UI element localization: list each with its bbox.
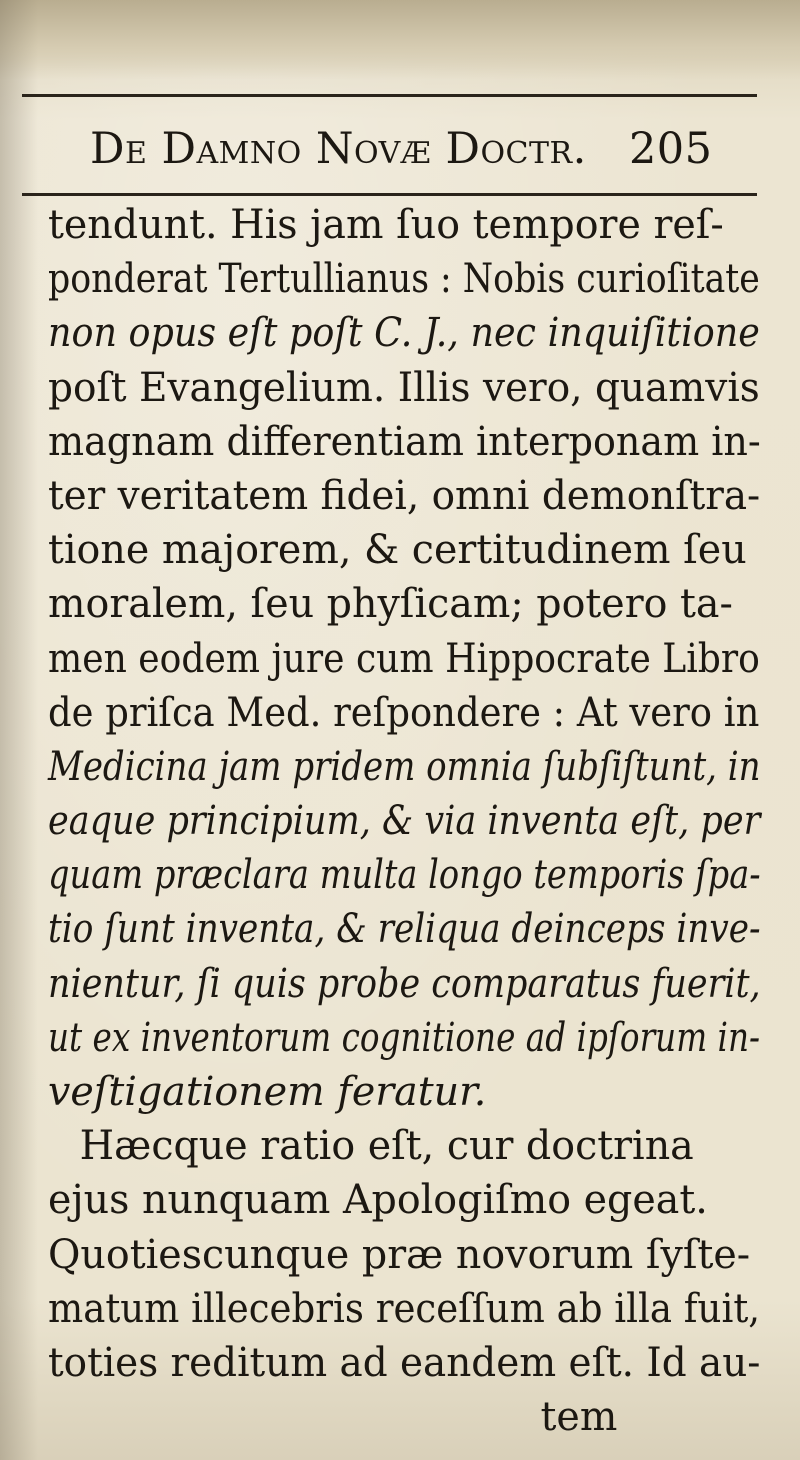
text-line: magnam differentiam interponam in- (48, 418, 761, 465)
text-line: quam præclara multa longo temporis ſpa- (48, 852, 761, 899)
page-gutter-shadow (0, 0, 38, 1460)
page-number: 205 (628, 124, 713, 174)
text-line: veſtigationem feratur. (48, 1069, 487, 1115)
page-top-edge (0, 0, 800, 80)
text-line: moralem, ſeu phyſicam; potero ta- (48, 581, 733, 628)
text-line: eaque principium, & via inventa eſt, per (48, 798, 761, 845)
text-line: de priſca Med. reſpondere : At vero in (48, 689, 760, 736)
text-line: Medicina jam pridem omnia ſubſiſtunt, in (48, 743, 761, 790)
text-line: Quotiescunque præ novorum ſyſte- (48, 1231, 751, 1278)
text-line: men eodem jure cum Hippocrate Libro (48, 635, 760, 682)
text-line: ejus nunquam Apologiſmo egeat. (48, 1177, 708, 1224)
text-line: ut ex inventorum cognitione ad ipſorum in- (48, 1014, 761, 1061)
running-title: De Damno Novæ Doctr. (90, 124, 587, 174)
text-line: nientur, ſi quis probe comparatus fuerit, (48, 960, 761, 1007)
body-text (48, 198, 768, 1444)
running-header (90, 124, 730, 174)
text-line: Hæcque ratio eſt, cur doctrina (79, 1123, 694, 1170)
text-line: toties reditum ad eandem eſt. Id au- (48, 1339, 761, 1386)
text-line: non opus eſt poſt C. J., nec inquiſitione (48, 310, 760, 357)
text-line: ter veritatem fidei, omni demonſtra- (48, 472, 761, 519)
text-line: tione majorem, & certitudinem ſeu (48, 527, 747, 574)
text-line: tio ſunt inventa, & reliqua deinceps inve- (48, 906, 761, 953)
catchword: tem (540, 1394, 618, 1441)
text-line: tendunt. His jam ſuo tempore reſ- (48, 202, 724, 248)
text-line: matum illecebris receſſum ab illa fuit, (48, 1285, 761, 1332)
header-rule (22, 193, 757, 196)
text-line: poſt Evangelium. Illis vero, quamvis (48, 364, 760, 411)
top-rule (22, 94, 757, 97)
text-line: ponderat Tertullianus : Nobis curioſitate (48, 256, 760, 303)
